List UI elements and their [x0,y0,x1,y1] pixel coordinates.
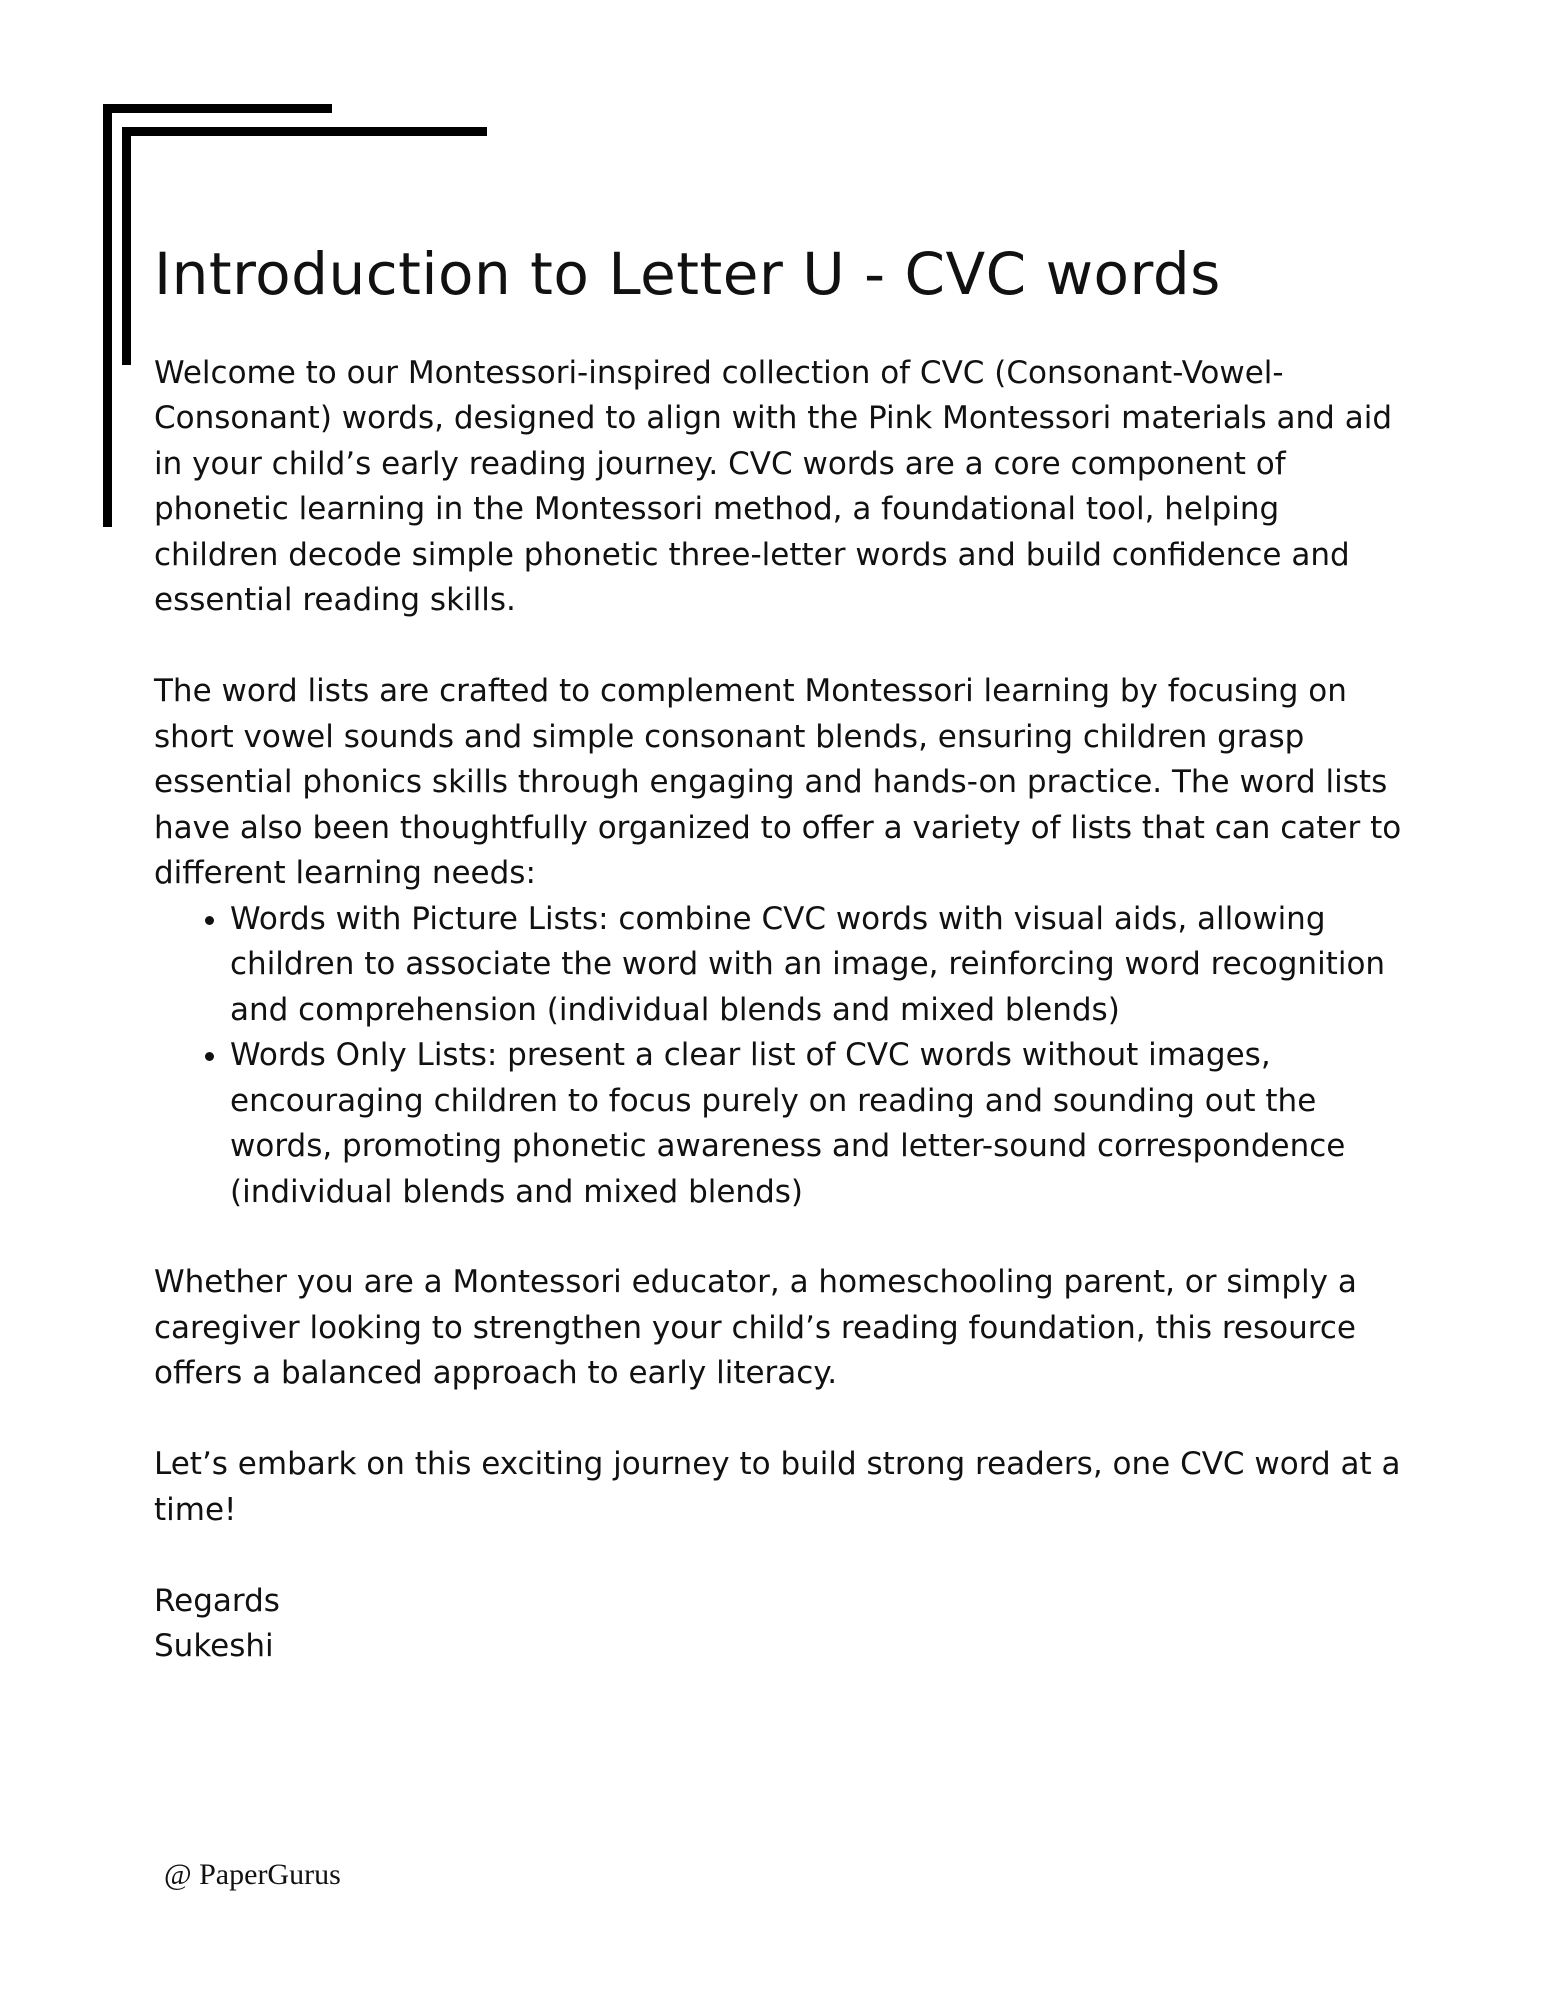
list-types [154,897,1404,1216]
frame-left-outer [103,104,112,527]
lists-intro-paragraph: The word lists are crafted to complement Montessori learning by focusing on short vowel sounds and simple consonant blends, ensuring children grasp essential phonics skills through engaging and hands-on practice. The word lists have also been thoughtfully organized to offer a variety of lists that can cater to different learning needs: [154,673,1402,891]
footer-credit: @ PaperGurus [164,1858,341,1891]
list-item: • Words Only Lists: present a clear list of CVC words without images, encouraging children to focus purely on reading and sounding out the words, promoting phonetic awareness and letter-sound correspondence (individual blends and mixed blends) [230,1033,1404,1215]
intro-paragraph: Welcome to our Montessori-inspired collection of CVC (Consonant-Vowel-Consonant) words, designed to align with the Pink Montessori materials and aid in your child’s early reading journey. CVC words are a core component of phonetic learning in the Montessori method, a foundational tool, helping children decode simple phonetic three-letter words and build confidence and essential reading skills. [154,354,1393,618]
frame-left-inner [122,127,131,365]
page-title: Introduction to Letter U - CVC words [154,240,1221,308]
closing-paragraph: Let’s embark on this exciting journey to build strong readers, one CVC word at a time! [154,1446,1401,1528]
audience-paragraph: Whether you are a Montessori educator, a homeschooling parent, or simply a caregiver looking to strengthen your child’s reading foundation, this resource offers a balanced approach to early literacy. [154,1264,1357,1391]
regards-text: Regards [154,1582,280,1619]
list-item: • Words with Picture Lists: combine CVC words with visual aids, allowing children to associate the word with an image, reinforcing word recognition and comprehension (individual blends and mixed blends) [230,897,1404,1034]
frame-top-inner [122,127,487,136]
document-body [154,238,1404,1670]
frame-top-outer [103,104,332,113]
author-name: Sukeshi [154,1628,274,1664]
